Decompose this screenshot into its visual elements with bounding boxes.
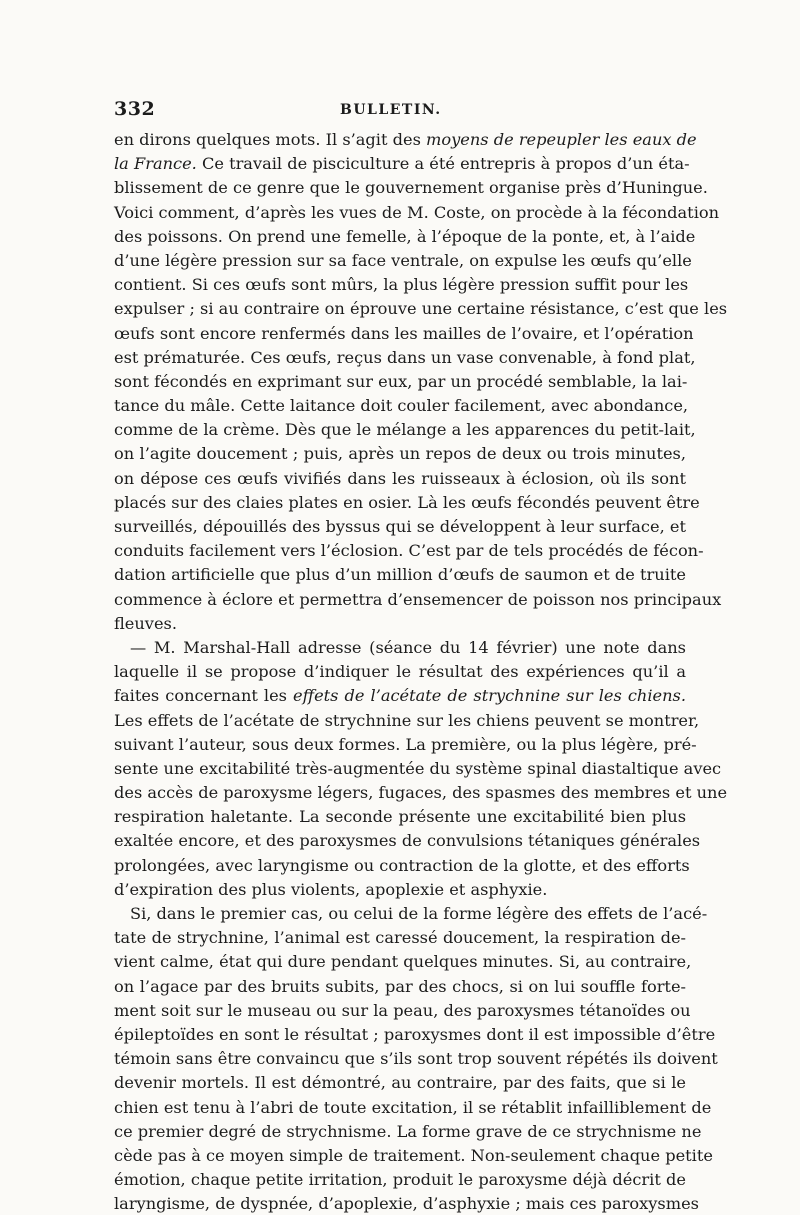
text-line (114, 225, 696, 249)
text-segment: — M. Marshal-Hall adresse (séance du 14 février) une note dans (130, 637, 686, 657)
text-segment: des accès de paroxysme légers, fugaces, des spasmes des membres et une (114, 783, 728, 803)
text-segment: tance du mâle. Cette laitance doit couler facilement, avec abondance, (114, 396, 689, 416)
text-segment: Voici comment, d’après les vues de M. Coste, on procède à la fécondation (114, 202, 720, 222)
text-segment: placés sur des claies plates en osier. Là les œufs fécondés peuvent être (114, 492, 700, 512)
text-segment: sente une excitabilité très-augmentée du système spinal diastaltique avec (114, 758, 722, 778)
text-segment: chien est tenu à l’abri de toute excitation, il se rétablit infailliblement de (114, 1097, 712, 1117)
text-segment: tate de strychnine, l’animal est caressé doucement, la respiration de- (114, 928, 686, 948)
text-segment: ce premier degré de strychnisme. La forme grave de ce strychnisme ne (114, 1121, 702, 1141)
text-line (114, 201, 720, 225)
text-segment: devenir mortels. Il est démontré, au contraire, par des faits, que si le (114, 1073, 686, 1093)
text-line (114, 950, 692, 974)
italic-text: la France. (114, 154, 197, 174)
text-line (114, 854, 690, 878)
text-segment: dation artificielle que plus d’un million d’œufs de saumon et de truite (114, 565, 686, 585)
italic-text: moyens de repeupler les eaux de (426, 130, 697, 149)
text-segment: en dirons quelques mots. Il s’agit des (114, 130, 427, 149)
text-line (114, 249, 692, 273)
text-line (114, 152, 690, 176)
text-line (114, 902, 708, 926)
text-segment: expulser ; si au contraire on éprouve une certaine résistance, c’est que les (114, 299, 728, 319)
text-segment: commence à éclore et permettra d’ensemencer de poisson nos principaux (114, 589, 722, 609)
text-segment: on l’agite doucement ; puis, après un repos de deux ou trois minutes, (114, 444, 686, 464)
text-segment: Ce travail de pisciculture a été entrepris à propos d’un éta- (196, 154, 690, 174)
text-segment: prolongées, avec laryngisme ou contraction de la glotte, et des efforts (114, 855, 690, 875)
text-line (114, 394, 689, 418)
text-line (114, 515, 686, 539)
text-line (114, 176, 708, 200)
text-segment: conduits facilement vers l’éclosion. C’est par de tels procédés de fécon- (114, 541, 704, 561)
text-segment: ment soit sur le museau ou sur la peau, des paroxysmes tétanoïdes ou (114, 1000, 691, 1020)
text-segment: blissement de ce genre que le gouvernement organise près d’Huningue. (114, 178, 708, 198)
text-line (114, 322, 694, 346)
text-line (114, 660, 686, 684)
text-line (114, 1047, 718, 1071)
page-number: 332 (114, 98, 156, 120)
text-segment: d’une légère pression sur sa face ventrale, on expulse les œufs qu’elle (114, 250, 692, 270)
text-line (114, 370, 686, 394)
text-segment: exaltée encore, et des paroxysmes de convulsions tétaniques générales (114, 831, 701, 851)
text-line (114, 1120, 702, 1144)
text-line (114, 1071, 686, 1095)
text-line (114, 128, 697, 152)
body-text (114, 128, 728, 1216)
text-segment: œufs sont encore renfermés dans les mailles de l’ovaire, et l’opération (114, 323, 694, 343)
text-segment: laryngisme, de dyspnée, d’apoplexie, d’asphyxie ; mais ces paroxysmes (114, 1194, 699, 1214)
text-segment: contient. Si ces œufs sont mûrs, la plus légère pression suffit pour les (114, 275, 689, 295)
text-segment: Si, dans le premier cas, ou celui de la forme légère des effets de l’acé- (130, 904, 708, 923)
text-line (114, 1096, 712, 1120)
text-line (114, 1023, 716, 1047)
text-segment: respiration haletante. La seconde présente une excitabilité bien plus (114, 807, 686, 827)
text-line (114, 926, 686, 950)
text-line (114, 539, 704, 563)
text-line (114, 273, 689, 297)
text-line (114, 733, 697, 757)
text-line (114, 684, 686, 708)
text-segment: épileptoïdes en sont le résultat ; paroxysmes dont il est impossible d’être (114, 1024, 716, 1044)
italic-text: effets de l’acétate de strychnine sur les chiens. (293, 686, 686, 706)
text-segment: suivant l’auteur, sous deux formes. La première, ou la plus légère, pré- (114, 734, 697, 754)
text-line (114, 346, 696, 370)
running-title: BULLETIN. (340, 102, 442, 118)
text-segment: on dépose ces œufs vivifiés dans les ruisseaux à éclosion, où ils sont (114, 468, 686, 488)
text-segment: d’expiration des plus violents, apoplexie et asphyxie. (114, 879, 548, 899)
text-line (114, 1192, 699, 1216)
text-segment: est prématurée. Ces œufs, reçus dans un vase convenable, à fond plat, (114, 347, 696, 367)
text-segment: faites concernant les (114, 686, 294, 706)
text-segment: des poissons. On prend une femelle, à l’époque de la ponte, et, à l’aide (114, 226, 696, 246)
text-segment: Les effets de l’acétate de strychnine sur les chiens peuvent se montrer, (114, 710, 700, 730)
text-line (114, 805, 686, 829)
text-line (114, 442, 686, 466)
text-line (114, 612, 686, 636)
text-line (114, 563, 686, 587)
text-line (114, 975, 686, 999)
text-segment: surveillés, dépouillés des byssus qui se développent à leur surface, et (114, 517, 686, 536)
text-segment: comme de la crème. Dès que le mélange a les apparences du petit-lait, (114, 420, 696, 440)
text-line (114, 829, 701, 853)
text-line (114, 636, 686, 660)
text-segment: sont fécondés en exprimant sur eux, par un procédé semblable, la lai- (114, 371, 688, 391)
text-line (114, 757, 722, 781)
text-segment: témoin sans être convaincu que s’ils sont trop souvent répétés ils doivent (114, 1049, 718, 1069)
text-line (114, 781, 728, 805)
text-segment: émotion, chaque petite irritation, produit le paroxysme déjà décrit de (114, 1170, 686, 1190)
text-line (114, 467, 686, 491)
text-line (114, 491, 700, 515)
text-segment: vient calme, état qui dure pendant quelques minutes. Si, au contraire, (114, 952, 692, 972)
text-segment: laquelle il se propose d’indiquer le résultat des expériences qu’il a (114, 662, 686, 682)
page-header (114, 98, 686, 128)
text-segment: on l’agace par des bruits subits, par des chocs, si on lui souffle forte- (114, 976, 686, 996)
text-line (114, 297, 728, 321)
text-line (114, 709, 700, 733)
text-line (114, 1168, 686, 1192)
text-line (114, 588, 722, 612)
text-line (114, 999, 691, 1023)
text-line (114, 418, 696, 442)
text-segment: cède pas à ce moyen simple de traitement. Non-seulement chaque petite (114, 1145, 713, 1165)
text-line (114, 878, 686, 902)
text-segment: fleuves. (114, 613, 177, 633)
text-line (114, 1144, 713, 1168)
